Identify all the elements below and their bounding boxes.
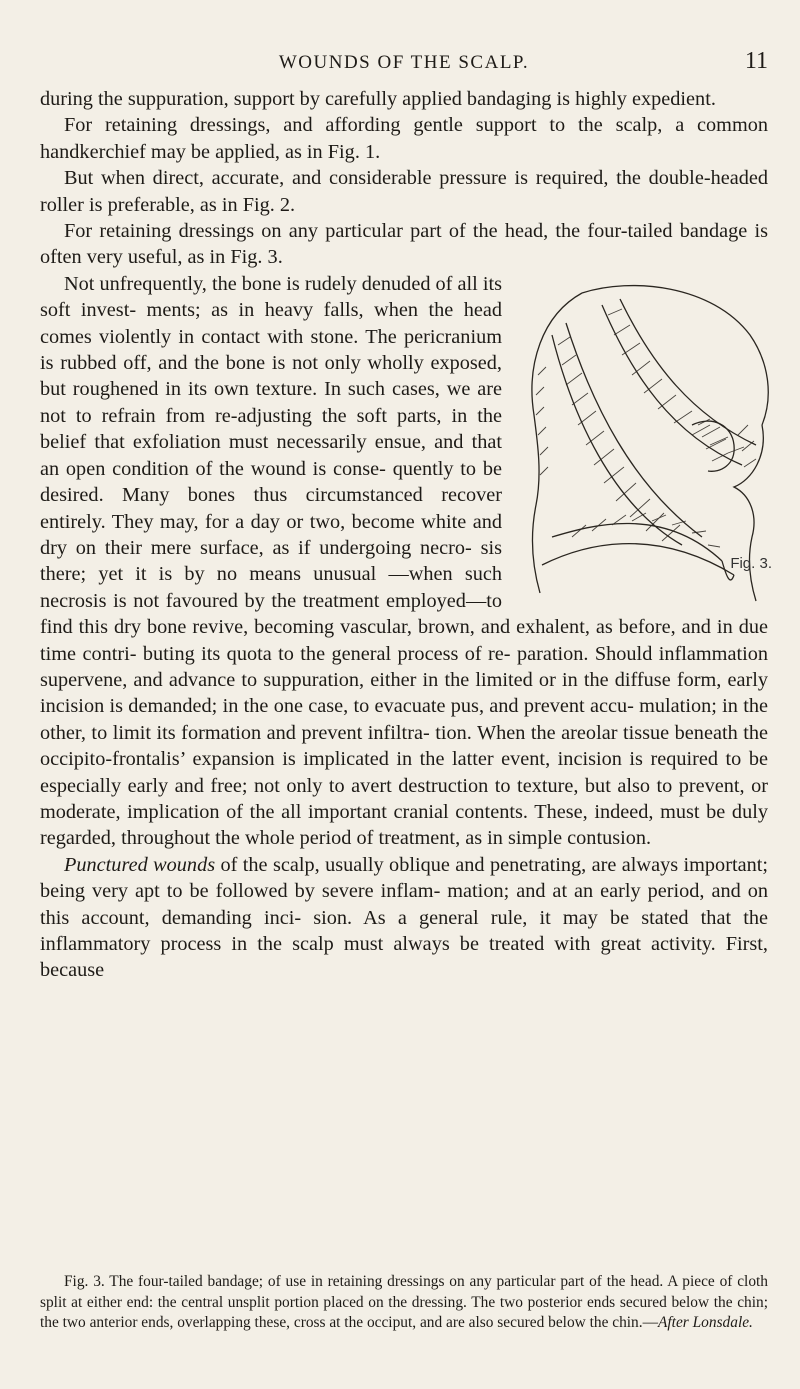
figure-3	[512, 275, 780, 610]
punctured-wounds-heading: Punctured wounds	[64, 853, 216, 876]
paragraph-5: Not unfrequently, the bone is rudely denuded of all its soft invest- ments; as in heavy falls, when the head comes violently in contact with stone. The pericranium is rubbed off, and the bone is not only wholly exposed, but roughened in its own texture. In such cases, we are not to refrain from re-adjusting the soft parts, in the belief that exfoliation must necessarily ensue, and that an open condition of the wound is conse- quently to be desired. Many bones thus circumstanced recover entirely. They may, for a day or two, become white and dry on their mere surface, as if undergoing necro- sis there; yet it is by no means unusual —when such necrosis is not favoured by the treatment employed—to find this dry bone revive, becoming vascular, brown, and exhalent, as before, and in due time contri- buting its quota to the general process of re- paration. Should inflammation supervene, and advance to suppuration, either in the limited or in the diffuse form, early incision is demanded; in the one case, to evacuate pus, and prevent accu- mulation; in the other, to limit its formation and prevent infiltra- tion. When the areolar tissue beneath the occipito-frontalis’ expansion is implicated in the latter event, incision is required to be especially early and free; not only to avert destruction to texture, but also to prevent, or moderate, implication of the all important cranial contents. These, indeed, must be duly regarded, throughout the whole period of treatment, as in simple contusion.	[40, 272, 768, 850]
page-header	[40, 48, 768, 82]
paragraph-2: For retaining dressings, and affording gentle support to the scalp, a common handkerchief may be applied, as in Fig. 1.	[40, 114, 768, 163]
paragraph-4: For retaining dressings on any particular part of the head, the four-tailed bandage is often very useful, as in Fig. 3.	[40, 220, 768, 269]
running-head: WOUNDS OF THE SCALP.	[278, 52, 530, 73]
figure-caption	[40, 1272, 768, 1334]
paragraph-1: during the suppuration, support by carefully applied bandaging is highly expedient.	[40, 88, 716, 110]
body-text	[40, 86, 772, 984]
paragraph-6-text: of the scalp, usually oblique and penetrating, are always important; being very apt to be followed by severe inflam- mation; and at an early period, and on this account, demanding inci- sion. As a general rule, it may be stated that the inflammatory process in the scalp must always be treated with great activity. First, because	[40, 853, 768, 982]
caption-paragraph	[40, 1272, 768, 1334]
paragraph-3: But when direct, accurate, and considerable pressure is required, the double-headed roller is preferable, as in Fig. 2.	[40, 167, 768, 216]
paragraph-6	[40, 852, 768, 984]
caption-credit: After Lonsdale.	[658, 1314, 753, 1331]
page-number: 11	[744, 48, 768, 74]
figure-label: Fig. 3.	[730, 555, 772, 573]
caption-text: Fig. 3. The four-tailed bandage; of use in retaining dressings on any particular part of the head. A piece of cloth split at either end: the central unsplit portion placed on the dressing. The two posterior ends secured below the chin; the two anterior ends, overlapping these, cross at the occiput, and are also secured below the chin.—	[40, 1273, 768, 1331]
